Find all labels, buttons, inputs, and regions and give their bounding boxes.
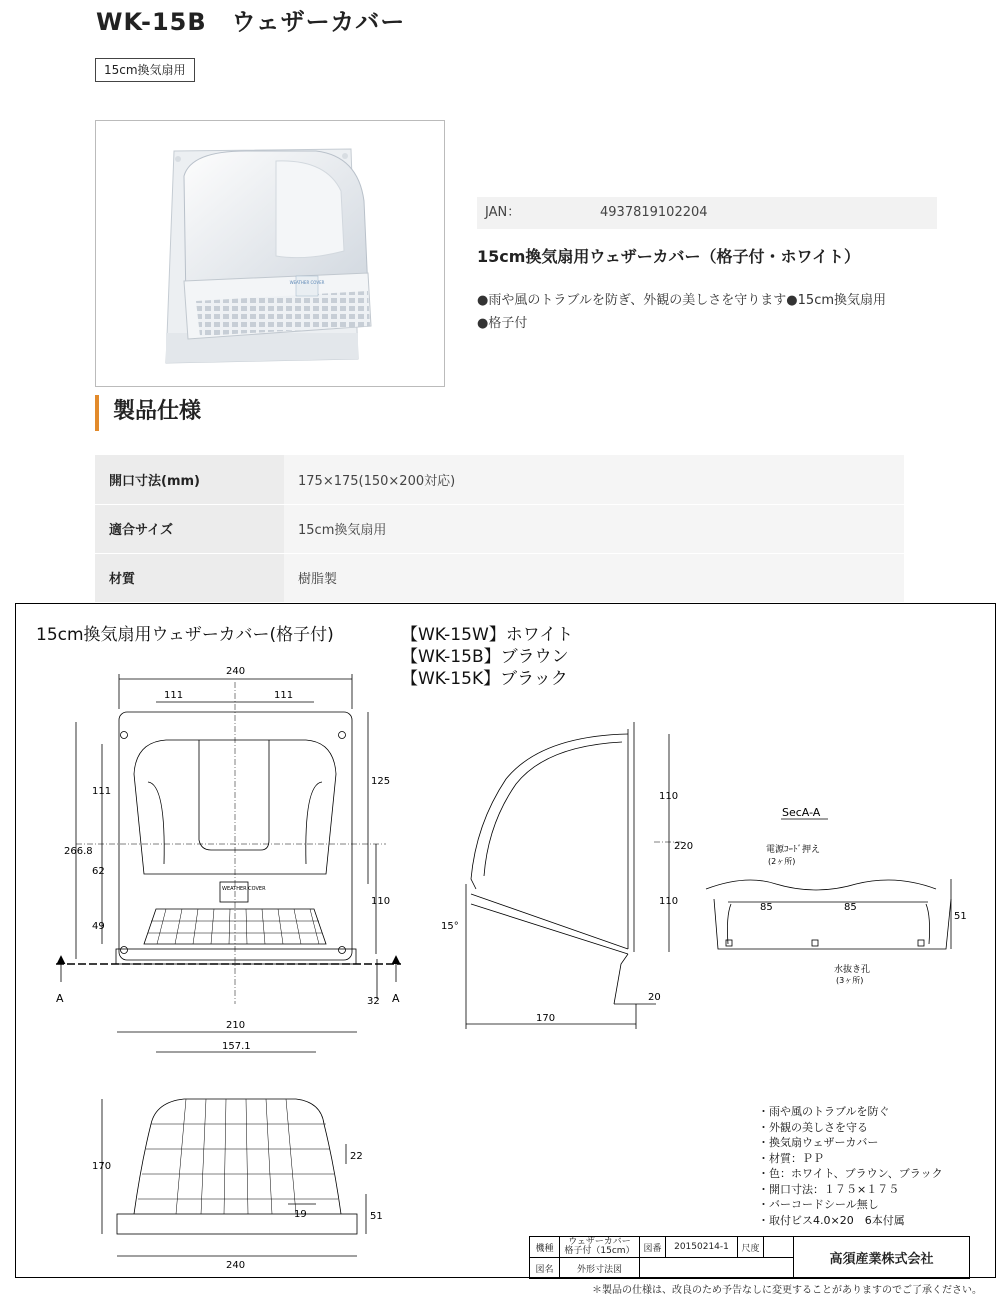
dim-label: 22 (350, 1151, 363, 1162)
feature-line: ●雨や風のトラブルを防ぎ、外観の美しさを守ります●15cm換気扇用 (477, 293, 886, 308)
tb-value: 外形寸法図 (560, 1258, 640, 1279)
dim-label: 170 (536, 1013, 556, 1024)
jan-value: 4937819102204 (600, 205, 708, 220)
note-item: ・雨や風のトラブルを防ぐ (758, 1105, 890, 1118)
model-black: 【WK-15K】ブラック (401, 669, 568, 689)
front-view (56, 674, 401, 1004)
drain-hole-label: 水抜き孔 (834, 965, 871, 975)
title-block (529, 1236, 970, 1279)
model-brown: 【WK-15B】ブラウン (401, 647, 569, 667)
tb-key: 図名 (530, 1258, 560, 1279)
spec-value: 樹脂製 (284, 553, 904, 602)
model-white: 【WK-15W】ホワイト (401, 625, 574, 645)
dim-label: 220 (674, 841, 694, 852)
dim-label: 210 (226, 1020, 246, 1031)
tb-value: ウェザーカバー 格子付（15cm） (560, 1237, 640, 1258)
tb-key: 図番 (640, 1237, 666, 1258)
dim-label: 85 (760, 902, 773, 913)
jan-label: JAN： (485, 205, 521, 220)
dim-label: 170 (92, 1161, 112, 1172)
spec-key: 材質 (95, 553, 284, 602)
feature-line: ●格子付 (477, 316, 528, 331)
dim-label: 240 (226, 666, 246, 677)
table-row (95, 504, 904, 553)
dim-label: 62 (92, 866, 105, 877)
section-mark: A (56, 992, 64, 1005)
dim-label: 110 (659, 791, 679, 802)
dim-label: 32 (367, 996, 380, 1007)
note-item: ・材質：ＰＰ (758, 1151, 824, 1165)
dim-label: 110 (659, 896, 679, 907)
dim-label: WEATHER COVER (222, 886, 266, 892)
spec-key: 適合サイズ (95, 504, 284, 553)
dim-label: 111 (274, 690, 294, 701)
dim-label: 125 (371, 776, 391, 787)
dim-label: 240 (226, 1260, 246, 1271)
side-view (466, 722, 684, 1029)
dim-label: 20 (648, 992, 661, 1003)
spec-key: 開口寸法(mm) (95, 455, 284, 504)
notes-list (758, 1104, 943, 1228)
dim-label: 19 (294, 1209, 307, 1220)
dim-label: 111 (92, 786, 112, 797)
dim-label: 51 (370, 1211, 383, 1222)
category-tag: 15cm換気扇用 (95, 58, 195, 82)
product-photo (95, 120, 445, 387)
dim-label: 266.8 (64, 846, 93, 857)
spec-value: 175×175(150×200対応) (284, 455, 904, 504)
spec-value: 15cm換気扇用 (284, 504, 904, 553)
note-item: ・色：ホワイト、ブラウン、ブラック (758, 1167, 943, 1180)
spec-heading: 製品仕様 (95, 395, 201, 431)
bottom-view (102, 1032, 366, 1256)
dim-label: 157.1 (222, 1041, 251, 1052)
dimension-drawing (15, 603, 996, 1278)
product-name: 15cm換気扇用ウェザーカバー（格子付・ホワイト） (477, 247, 860, 266)
dim-label: 110 (371, 896, 391, 907)
drain-hole-count: (3ヶ所) (836, 976, 864, 985)
dim-label: 15° (441, 921, 459, 932)
spec-table (95, 455, 904, 603)
dim-label: 49 (92, 921, 105, 932)
cord-holder-label: 電源ｺｰﾄﾞ押え (766, 845, 821, 855)
cord-holder-count: (2ヶ所) (768, 857, 796, 866)
weather-cover-illustration (96, 121, 446, 388)
section-title: SecA-A (782, 806, 821, 819)
tb-value: 20150214-1 (666, 1237, 738, 1258)
note-item: ・バーコードシール無し (758, 1198, 879, 1211)
jan-bar (477, 197, 937, 229)
drawing-title-text: 15cm換気扇用ウェザーカバー(格子付) (36, 625, 334, 645)
table-row (95, 553, 904, 602)
tb-key: 機種 (530, 1237, 560, 1258)
product-title: WK-15B ウェザーカバー (96, 8, 406, 36)
footnote: ＊製品の仕様は、改良のため予告なしに変更することがありますのでご了承ください。 (592, 1285, 982, 1296)
section-mark: A (392, 992, 400, 1005)
dim-label: 51 (954, 911, 967, 922)
tb-key: 尺度 (738, 1237, 764, 1258)
product-features (477, 289, 947, 335)
note-item: ・換気扇ウェザーカバー (758, 1136, 879, 1149)
dim-label: 111 (164, 690, 184, 701)
company-name: 高須産業株式会社 (794, 1237, 970, 1279)
dim-label: 85 (844, 902, 857, 913)
section-view (706, 819, 951, 949)
note-item: ・外観の美しさを守る (758, 1120, 868, 1134)
photo-label: WEATHER COVER (289, 280, 325, 285)
note-item: ・開口寸法：１７５×１７５ (758, 1182, 900, 1196)
note-item: ・取付ビス4.0×20 6本付属 (758, 1213, 905, 1227)
table-row (95, 455, 904, 504)
